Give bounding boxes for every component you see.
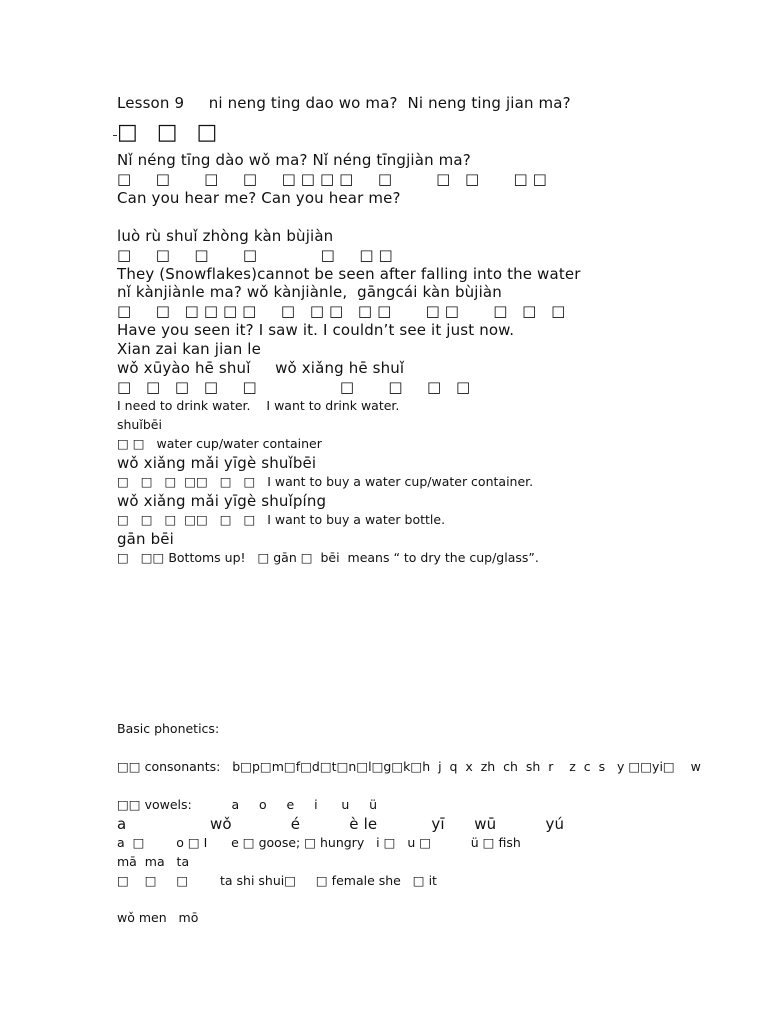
pinyin-line: wǒ xiǎng mǎi yīgè shuǐbēi <box>117 454 317 472</box>
characters-line: □ □ □ □ □ □□ <box>117 246 398 264</box>
english-line: They (Snowflakes)cannot be seen after falling into the water <box>117 265 581 283</box>
pinyin-line: luò rù shuǐ zhòng kàn bùjiàn <box>117 227 334 245</box>
pinyin-line: wǒ men mō <box>117 910 199 925</box>
pinyin-line: mā ma ta <box>117 854 190 869</box>
pinyin-line: a wǒ é è le yī wū yú <box>117 815 565 833</box>
pinyin-line: Nǐ néng tīng dào wǒ ma? Nǐ néng tīngjiàn ma? <box>117 151 471 169</box>
section-heading: Basic phonetics: <box>117 721 220 736</box>
english-line: I need to drink water. I want to drink water. <box>117 398 400 413</box>
characters-line: □ □ □ □□ □ □ I want to buy a water bottle. <box>117 512 446 527</box>
characters-line: □ □□ Bottoms up! □ gān □ bēi means “ to dry the cup/glass”. <box>117 550 539 565</box>
title-characters: □ □ □ <box>117 120 224 145</box>
pinyin-line: shuǐbēi <box>117 417 162 432</box>
pinyin-line: gān bēi <box>117 530 174 548</box>
lesson-title: Lesson 9 ni neng ting dao wo ma? Ni neng ting jian ma? <box>117 94 571 112</box>
characters-line: □ □ □ □ □□□□ □ □ □ □□ <box>117 170 552 188</box>
english-line: Have you seen it? I saw it. I couldn’t see it just now. <box>117 321 515 339</box>
characters-line: □ □ □ ta shi shui□ □ female she □ it <box>117 873 437 888</box>
pinyin-line: Xian zai kan jian le <box>117 340 261 358</box>
characters-line: □ □ □ □ □ □ □ □ □ <box>117 378 476 396</box>
consonants-line: □□ consonants: b□p□m□f□d□t□n□l□g□k□h j q x zh ch sh r z c s y □□yi□ w <box>117 759 701 774</box>
vocab-line: □ □ water cup/water container <box>117 436 322 451</box>
vowel-examples-line: a □ o □ I e □ goose; □ hungry i □ u □ ü □ fish <box>117 835 521 850</box>
characters-line: □ □ □ □□ □ □ I want to buy a water cup/water container. <box>117 474 534 489</box>
pinyin-line: wǒ xūyào hē shuǐ wǒ xiǎng hē shuǐ <box>117 359 405 377</box>
characters-line: □ □ □□□□ □ □□ □□ □□ □ □ □ <box>117 302 571 320</box>
pinyin-line: nǐ kànjiànle ma? wǒ kànjiànle, gāngcái kàn bùjiàn <box>117 283 502 301</box>
pinyin-line: wǒ xiǎng mǎi yīgè shuǐpíng <box>117 492 327 510</box>
english-line: Can you hear me? Can you hear me? <box>117 189 401 207</box>
vowels-line: □□ vowels: a o e i u ü <box>117 797 378 812</box>
